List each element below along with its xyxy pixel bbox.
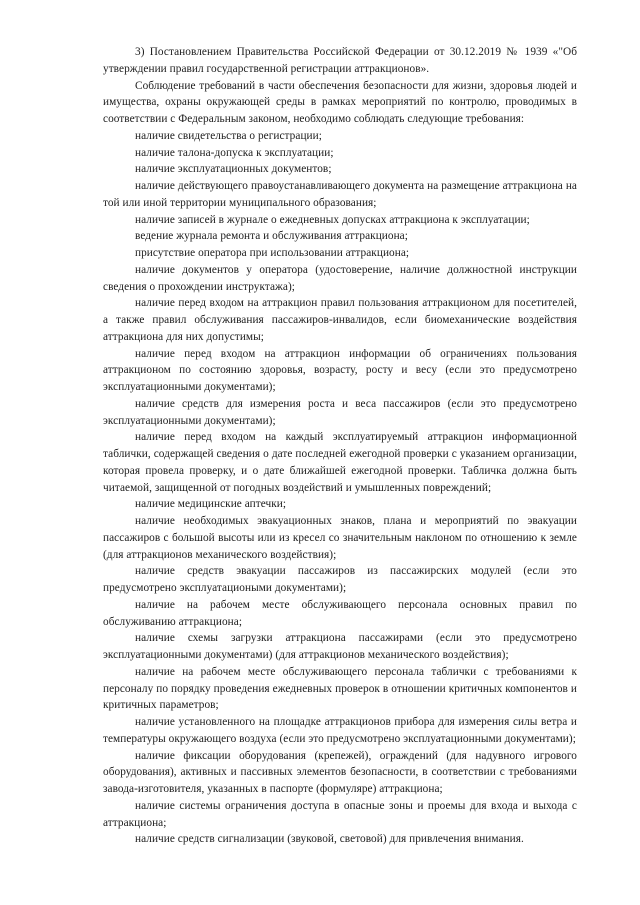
list-item: наличие действующего правоустанавливающего документа на размещение аттракциона на той или иной территории муниципального образования; xyxy=(103,180,577,209)
document-body xyxy=(103,44,577,848)
list-item: наличие фиксации оборудования (крепежей), ограждений (для надувного игрового оборудования), активных и пассивных элементов безопасности, в соответствии с требованиями завода-изготовителя, указанных в паспорте (формуляре) аттракциона; xyxy=(103,749,577,795)
list-item: наличие перед входом на аттракцион информации об ограничениях пользования аттракционом по состоянию здоровья, возрасту, росту и весу (если это предусмотрено эксплуатационными документами); xyxy=(103,347,577,393)
paragraph-resolution-reference: 3) Постановлением Правительства Российской Федерации от 30.12.2019 № 1939 «"Об утверждении правил государственной регистрации аттракционов». xyxy=(103,46,577,75)
paragraph-requirements-intro: Соблюдение требований в части обеспечения безопасности для жизни, здоровья людей и имущества, охраны окружающей среды в рамках мероприятий по контролю, проводимых в соответствии с Федеральным законом, необходимо соблюдать следующие требования: xyxy=(103,79,577,125)
list-item: наличие на рабочем месте обслуживающего персонала таблички с требованиями к персоналу по порядку проведения ежедневных проверок в отношении критичных компонентов и критичных параметров; xyxy=(103,665,577,712)
list-item: наличие перед входом на аттракцион правил пользования аттракционом для посетителей, а также правил обслуживания пассажиров-инвалидов, если биомеханические воздействия аттракциона для них допустимы; xyxy=(103,297,577,343)
list-item: наличие системы ограничения доступа в опасные зоны и проемы для входа и выхода с аттракциона; xyxy=(103,799,577,829)
list-item: наличие средств эвакуации пассажиров из пассажирских модулей (если это предусмотрено эксплуатациоными документами); xyxy=(103,565,577,594)
list-item: наличие талона-допуска к эксплуатации; xyxy=(135,146,334,159)
list-item: наличие медицинские аптечки; xyxy=(135,498,287,511)
list-item: наличие свидетельства о регистрации; xyxy=(135,129,322,142)
list-item: ведение журнала ремонта и обслуживания аттракциона; xyxy=(135,230,408,243)
list-item: наличие схемы загрузки аттракциона пассажирами (если это предусмотрено эксплуатационными документами) (для аттракционов механического воздействия); xyxy=(103,632,577,661)
list-item: наличие средств для измерения роста и веса пассажиров (если это предусмотрено эксплуатационными документами); xyxy=(103,397,577,427)
list-item: наличие документов у оператора (удостоверение, наличие должностной инструкции сведения о прохождении инструктажа); xyxy=(103,263,577,293)
list-item: присутствие оператора при использовании аттракциона; xyxy=(135,247,410,259)
list-item: наличие записей в журнале о ежедневных допусках аттракциона к эксплуатации; xyxy=(135,213,530,226)
list-item: наличие эксплуатационных документов; xyxy=(135,163,332,176)
list-item: наличие необходимых эвакуационных знаков, плана и мероприятий по эвакуации пассажиров с большой высоты или из кресел со значительным наклоном по отношению к земле (для аттракционов механического воздействия); xyxy=(103,515,577,561)
list-item: наличие средств сигнализации (звуковой, световой) для привлечения внимания. xyxy=(135,833,524,846)
list-item: наличие перед входом на каждый эксплуатируемый аттракцион информационной таблички, содержащей сведения о дате последней ежегодной проверки с указанием организации, которая провела проверку, и о дате ближайшей ежегодной проверки. Табличка должна быть читаемой, защищенной от погодных воздействий и умышленных повреждений; xyxy=(103,431,577,494)
list-item: наличие установленного на площадке аттракционов прибора для измерения силы ветра и температуры окружающего воздуха (если это предусмотрено эксплуатационными документами); xyxy=(103,716,577,745)
list-item: наличие на рабочем месте обслуживающего персонала основных правил по обслуживанию аттракциона; xyxy=(103,598,577,628)
